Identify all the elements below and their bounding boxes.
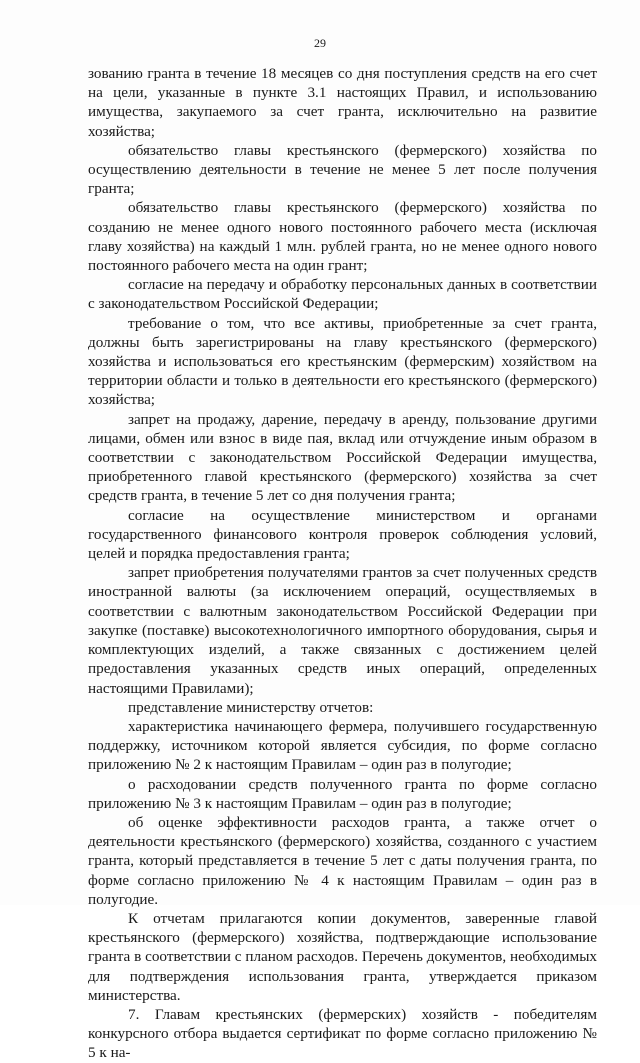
paragraph-spending-report: о расходовании средств полученного гранта по форме согласно приложению № 3 к настоящим Правилам – один раз в полугодие; [88, 775, 597, 812]
paragraph-reports-intro: представление министерству отчетов: [128, 698, 374, 716]
paragraph-efficiency-report: об оценке эффективности расходов гранта, а также отчет о деятельности крестьянского (фермерского) хозяйства, созданного с участием гранта, который представляется в течение 5 лет с даты получения гранта, по форме согласно приложению № 4 к настоящим Правилам – один раз в полугодие. [88, 813, 597, 908]
paragraph-sale-prohibition: запрет на продажу, дарение, передачу в аренду, пользование другими лицами, обмен или взнос в виде пая, вклад или отчуждение иным образом в соответствии с законодательством Российской Федерации имущества, приобретенного главой крестьянского (фермерского) хозяйства за счет средств гранта, в течение 5 лет со дня получения гранта; [88, 410, 597, 505]
document-body [88, 64, 597, 1063]
paragraph-grant-usage-continuation: зованию гранта в течение 18 месяцев со дня поступления средств на его счет на цели, указанные в пункте 3.1 настоящих Правил, и использованию имущества, закупаемого за счет гранта, исключительно на развитие хозяйства; [88, 65, 597, 140]
paragraph-jobs-obligation: обязательство главы крестьянского (фермерского) хозяйства по созданию не менее одного нового постоянного рабочего места (исключая главу хозяйства) на каждый 1 млн. рублей гранта, но не менее одного нового постоянного рабочего места на один грант; [88, 199, 597, 275]
paragraph-farmer-characteristic: характеристика начинающего фермера, получившего государственную поддержку, источником которой является субсидия, по форме согласно приложению № 2 к настоящим Правилам – один раз в полугодие; [88, 717, 597, 774]
paragraph-personal-data-consent: согласие на передачу и обработку персональных данных в соответствии с законодательством Российской Федерации; [88, 276, 597, 313]
paragraph-assets-requirement: требование о том, что все активы, приобретенные за счет гранта, должны быть зарегистрированы на главу крестьянского (фермерского) хозяйства и использоваться его крестьянским (фермерским) хозяйством на территории области и только в деятельности его крестьянского (фермерского) хозяйства; [88, 314, 597, 409]
paragraph-audit-consent: согласие на осуществление министерством и органами государственного финансового контроля проверок соблюдения условий, целей и порядка предоставления гранта; [88, 506, 597, 563]
paragraph-report-attachments: К отчетам прилагаются копии документов, заверенные главой крестьянского (фермерского) хозяйства, подтверждающие использование гранта в соответствии с планом расходов. Перечень документов, необходимых для подтверждения использования гранта, утверждается приказом министерства. [88, 909, 597, 1004]
paragraph-currency-prohibition: запрет приобретения получателями грантов за счет полученных средств иностранной валюты (за исключением операций, осуществляемых в соответствии с валютным законодательством Российской Федерации при закупке (поставке) высокотехнологичного импортного оборудования, сырья и комплектующих изделий, а также связанных с достижением целей предоставления указанных средств иных операций, определенных настоящими Правилами); [88, 564, 597, 697]
page-number: 29 [314, 36, 326, 50]
paragraph-activity-obligation: обязательство главы крестьянского (фермерского) хозяйства по осуществлению деятельности в течение не менее 5 лет после получения гранта; [88, 141, 597, 198]
paragraph-certificate-issuance: 7. Главам крестьянских (фермерских) хозяйств - победителям конкурсного отбора выдается сертификат по форме согласно приложению № 5 к на- [88, 1005, 597, 1062]
